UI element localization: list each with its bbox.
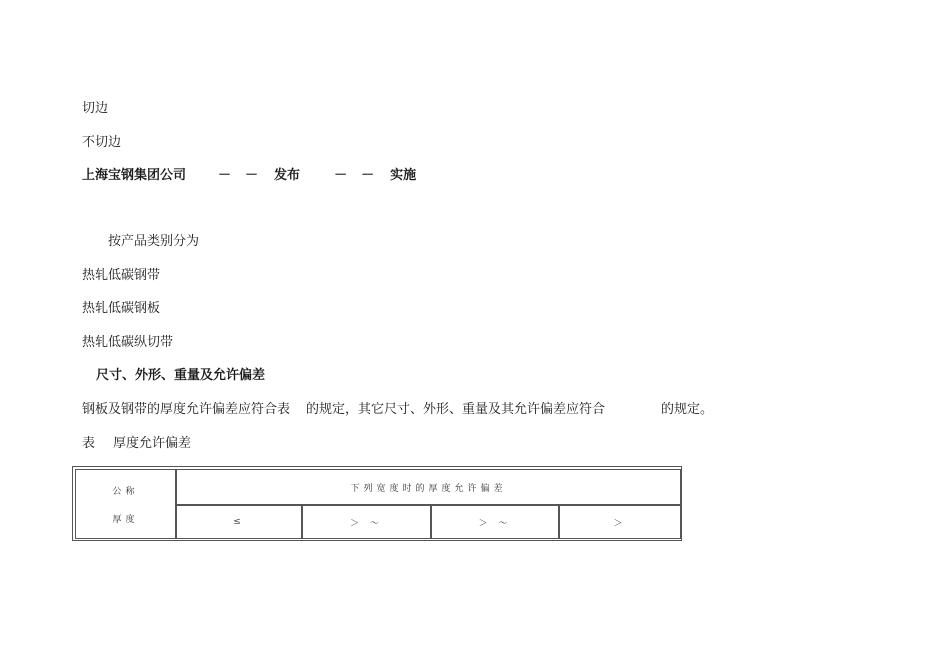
publish-date-dash-1: －: [218, 168, 232, 183]
width-col-1: ≤: [176, 505, 302, 539]
publisher-line: [82, 168, 416, 184]
publish-date-dash-2: －: [245, 168, 259, 183]
body-part-c: 的规定。: [661, 402, 714, 417]
implement-date-dash-2: －: [361, 168, 375, 183]
publisher-company: 上海宝钢集团公司: [82, 168, 187, 183]
header-nominal: 公称: [112, 486, 139, 497]
implement-label: 实施: [390, 168, 417, 183]
publish-label: 发布: [274, 168, 301, 183]
implement-date-dash-1: －: [334, 168, 348, 183]
text-trimmed-edge: 切边: [82, 101, 109, 116]
table-caption-label: 表: [82, 436, 96, 451]
product-hot-rolled-plate: 热轧低碳钢板: [82, 301, 161, 316]
body-part-a: 钢板及钢带的厚度允许偏差应符合表: [82, 402, 291, 417]
thickness-tolerance-table: [72, 466, 682, 541]
header-width-tolerance: 下列宽度时的厚度允许偏差: [176, 469, 681, 505]
header-nominal-thickness: [75, 469, 176, 539]
width-col-4: ＞: [559, 505, 681, 539]
header-thickness: 厚度: [112, 514, 139, 525]
body-part-b: 的规定，其它尺寸、外形、重量及其允许偏差应符合: [306, 402, 606, 417]
body-paragraph: [82, 402, 713, 418]
table-caption-title: 厚度允许偏差: [113, 436, 192, 451]
product-hot-rolled-strip: 热轧低碳钢带: [82, 268, 161, 283]
width-col-2: ＞ ～: [302, 505, 431, 539]
table-caption: [82, 436, 191, 452]
text-untrimmed-edge: 不切边: [82, 135, 122, 150]
section-heading: 尺寸、外形、重量及允许偏差: [96, 368, 266, 383]
width-col-3: ＞ ～: [431, 505, 559, 539]
product-hot-rolled-slit-strip: 热轧低碳纵切带: [82, 335, 174, 350]
classify-heading: 按产品类别分为: [108, 234, 200, 249]
